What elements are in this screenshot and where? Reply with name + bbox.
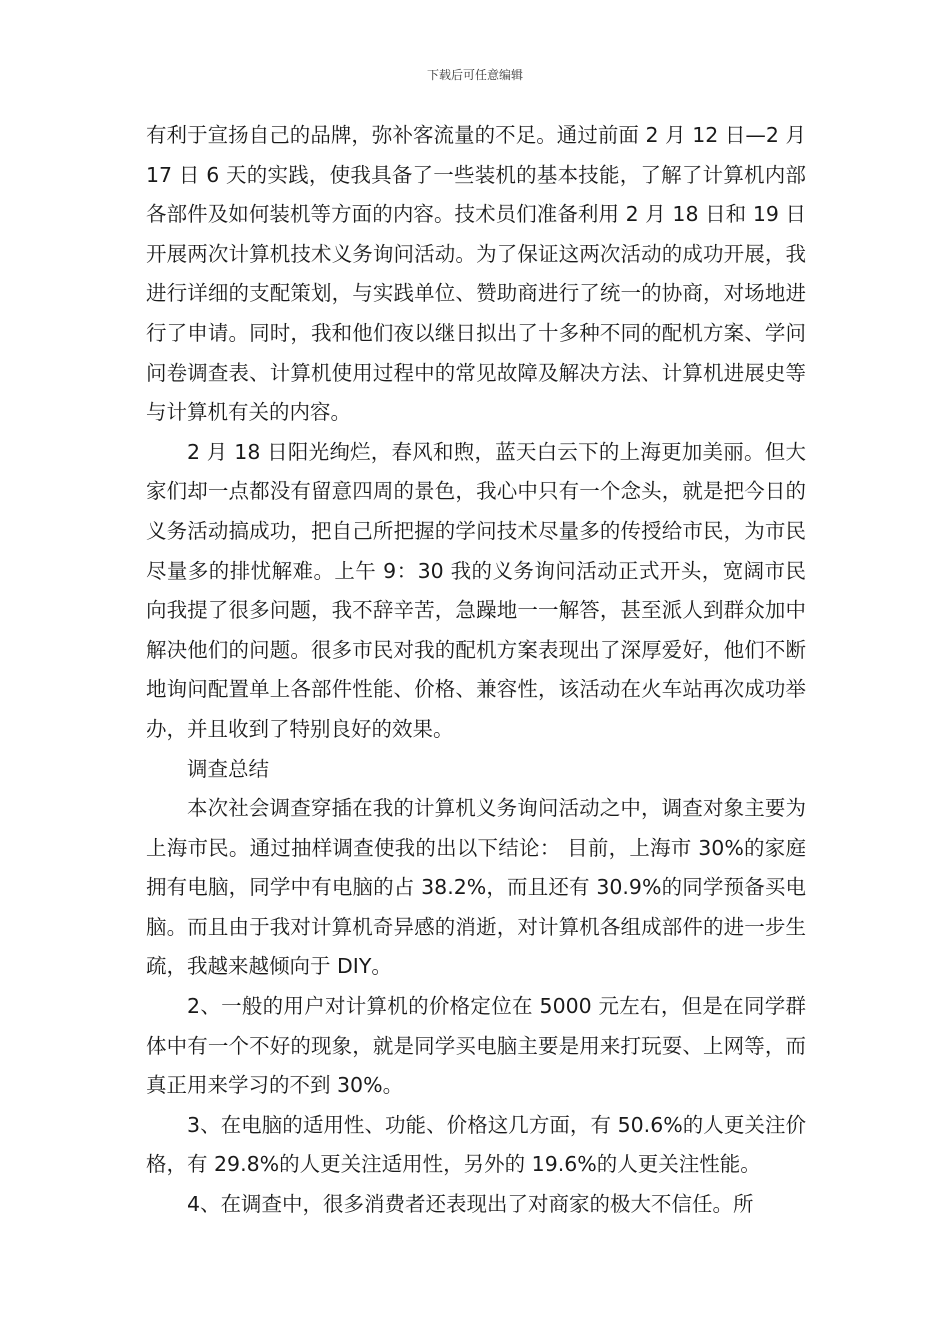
document-body [146,116,806,1225]
paragraph-3: 本次社会调查穿插在我的计算机义务询问活动之中，调查对象主要为上海市民。通过抽样调查使我的出以下结论： 目前，上海市 30%的家庭拥有电脑，同学中有电脑的占 38.2%，而且还有 30.9%的同学预备买电脑。而且由于我对计算机奇异感的消逝，对计算机各组成部件的进一步生疏，我越来越倾向于 DIY。 [146,796,806,979]
paragraph-6: 4、在调查中，很多消费者还表现出了对商家的极大不信任。所 [187,1192,754,1217]
paragraph-2: 2 月 18 日阳光绚烂，春风和煦，蓝天白云下的上海更加美丽。但大家们却一点都没有留意四周的景色，我心中只有一个念头，就是把今日的义务活动搞成功，把自己所把握的学问技术尽量多的传授给市民，为市民尽量多的排忧解难。上午 9：30 我的义务询问活动正式开头，宽阔市民向我提了很多问题，我不辞辛苦，急躁地一一解答，甚至派人到群众加中解决他们的问题。很多市民对我的配机方案表现出了深厚爱好，他们不断地询问配置单上各部件性能、价格、兼容性，该活动在火车站再次成功举办，并且收到了特别良好的效果。 [146,439,806,741]
page-header: 下载后可任意编辑 [426,68,523,82]
paragraph-5: 3、在电脑的适用性、功能、价格这几方面，有 50.6%的人更关注价格，有 29.8%的人更关注适用性，另外的 19.6%的人更关注性能。 [146,1112,806,1177]
paragraph-4: 2、一般的用户对计算机的价格定位在 5000 元左右，但是在同学群体中有一个不好的现象，就是同学买电脑主要是用来打玩耍、上网等，而真正用来学习的不到 30%。 [146,994,806,1098]
paragraph-1: 有利于宣扬自己的品牌，弥补客流量的不足。通过前面 2 月 12 日—2 月 17 日 6 天的实践，使我具备了一些装机的基本技能，了解了计算机内部各部件及如何装机等方面的内容。技术员们准备利用 2 月 18 日和 19 日开展两次计算机技术义务询问活动。为了保证这两次活动的成功开展，我进行详细的支配策划，与实践单位、赞助商进行了统一的协商，对场地进行了申请。同时，我和他们夜以继日拟出了十多种不同的配机方案、学问问卷调查表、计算机使用过程中的常见故障及解决方法、计算机进展史等与计算机有关的内容。 [146,123,806,425]
section-heading: 调查总结 [187,756,269,781]
